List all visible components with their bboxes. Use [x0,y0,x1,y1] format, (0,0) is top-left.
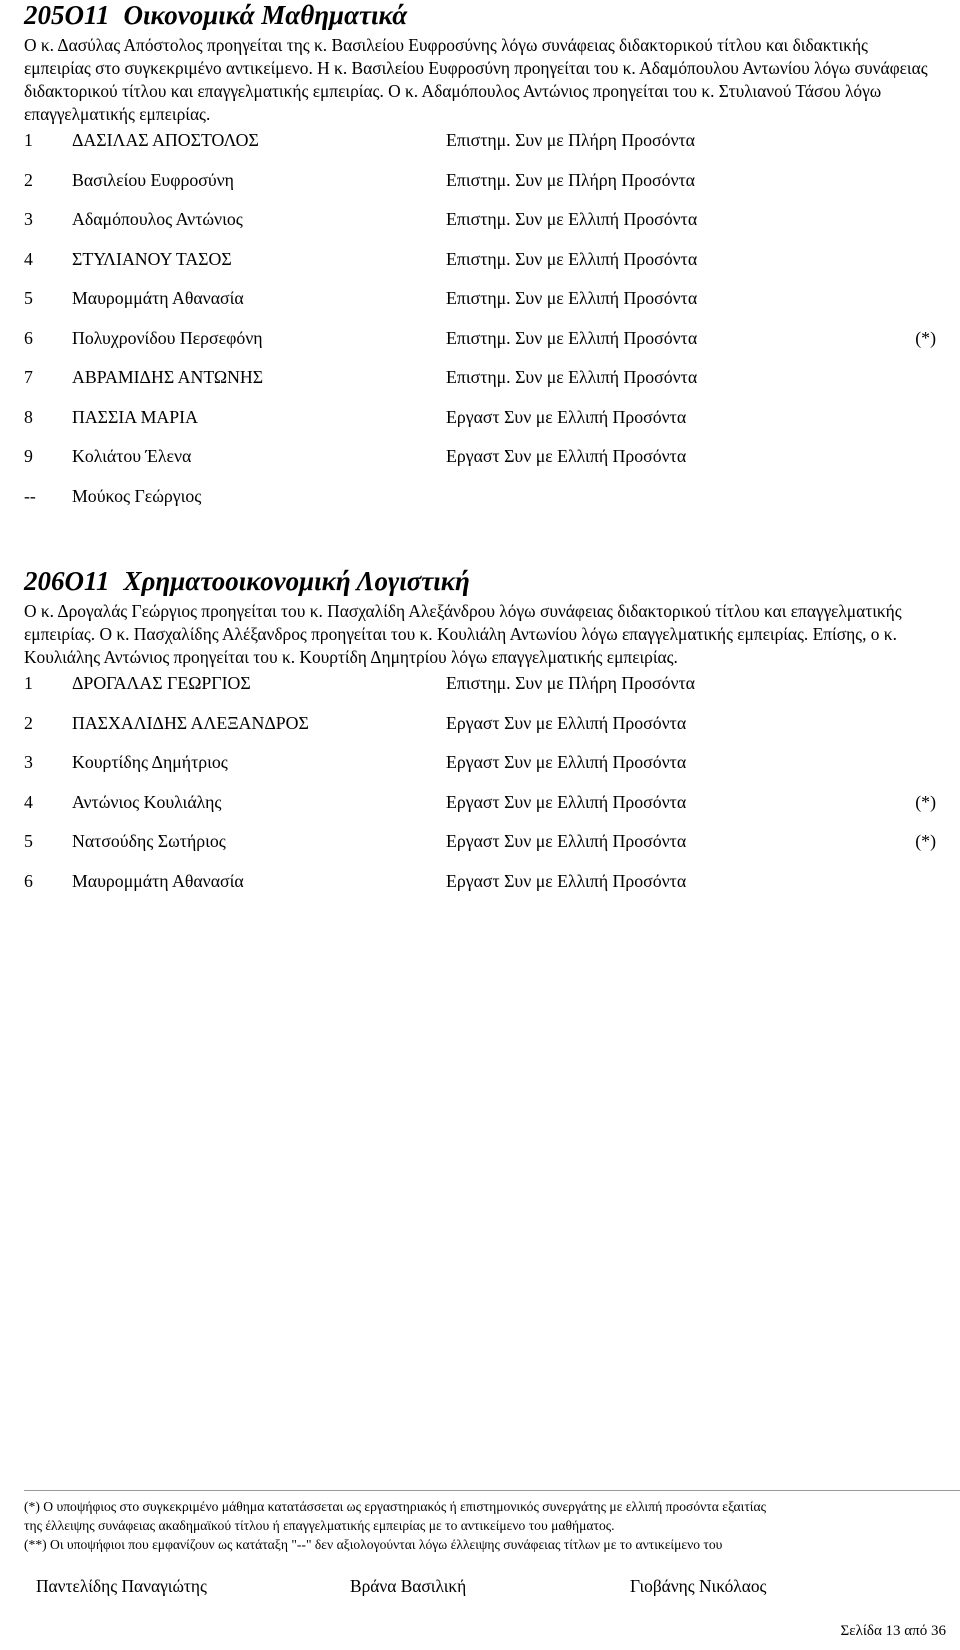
candidate-name: Νατσούδης Σωτήριος [72,831,226,851]
rank: 3 [24,752,33,772]
candidate-name: ΠΑΣΧΑΛΙΔΗΣ ΑΛΕΞΑΝΔΡΟΣ [72,712,309,733]
footnote-line: της έλλειψης συνάφειας ακαδημαϊκού τίτλου ή επαγγελματικής εμπειρίας με το αντικείμενο του μαθήματος. [24,1518,615,1533]
category: Εργαστ Συν με Ελλιπή Προσόντα [446,831,687,851]
course-section-205 [24,0,936,523]
page-number: Σελίδα 13 από 36 [840,1623,946,1639]
ranking-table [24,128,936,523]
category: Επιστημ. Συν με Πλήρη Προσόντα [446,673,695,693]
rank: 3 [24,209,33,229]
candidate-name: Βασιλείου Ευφροσύνη [72,169,234,190]
rank: 1 [24,130,33,150]
course-code: 206Ο11 [24,566,110,596]
signatory-name: Γιοβάνης Νικόλαος [630,1576,767,1596]
rank: 2 [24,169,33,190]
table-row [24,750,936,790]
category: Επιστημ. Συν με Πλήρη Προσόντα [446,169,695,190]
signatory-name: Βράνα Βασιλική [350,1576,467,1596]
table-row [24,711,936,751]
table-row [24,286,936,326]
category: Εργαστ Συν με Ελλιπή Προσόντα [446,752,687,772]
candidate-name: Μαυρομμάτη Αθανασία [72,288,244,308]
candidate-name: ΑΒΡΑΜΙΔΗΣ ΑΝΤΩΝΗΣ [72,367,264,387]
rank: 6 [24,327,33,348]
category: Επιστημ. Συν με Ελλιπή Προσόντα [446,248,698,269]
table-row [24,829,936,869]
candidate-name: Αντώνιος Κουλιάλης [72,791,222,812]
category: Επιστημ. Συν με Πλήρη Προσόντα [446,130,695,150]
candidate-name: Κουρτίδης Δημήτριος [72,752,228,772]
table-row [24,207,936,247]
note-mark: (*) [915,791,936,812]
table-row [24,128,936,168]
ranking-table [24,671,936,908]
candidate-name: Μούκος Γεώργιος [72,485,202,506]
rank: 6 [24,870,33,891]
rank: 7 [24,367,33,387]
category: Εργαστ Συν με Ελλιπή Προσόντα [446,712,687,733]
rank: 9 [24,446,33,466]
table-row [24,444,936,484]
table-row [24,484,936,524]
course-name: Οικονομικά Μαθηματικά [123,0,408,30]
rank: 4 [24,791,33,812]
course-name: Χρηματοοικονομική Λογιστική [123,566,470,596]
rank: 4 [24,248,33,269]
category: Επιστημ. Συν με Ελλιπή Προσόντα [446,209,698,229]
candidate-name: ΔΡΟΓΑΛΑΣ ΓΕΩΡΓΙΟΣ [72,673,251,693]
rank: 8 [24,406,33,427]
candidate-name: ΠΑΣΣΙΑ ΜΑΡΙΑ [72,406,198,427]
table-row [24,790,936,830]
category: Εργαστ Συν με Ελλιπή Προσόντα [446,406,687,427]
candidate-name: Πολυχρονίδου Περσεφόνη [72,327,263,348]
course-intro: Ο κ. Δρογαλάς Γεώργιος προηγείται του κ. Πασχαλίδη Αλεξάνδρου λόγω συνάφειας διδακτορικού τίτλου και επαγγελματικής εμπειρίας. Ο κ. Πασχαλίδης Αλέξανδρος προηγείται του κ. Κουλιάλη Αντωνίου λόγω επαγγελματικής εμπειρίας. Επίσης, ο κ. Κουλιάλης Αντώνιος προηγείται του κ. Κουρτίδη Δημητρίου λόγω επαγγελματικής εμπειρίας. [24,601,902,667]
course-title [24,0,936,30]
course-title [24,566,936,596]
table-row [24,671,936,711]
candidate-name: Μαυρομμάτη Αθανασία [72,870,244,891]
rank: 1 [24,673,33,693]
note-mark: (*) [915,831,936,851]
category: Επιστημ. Συν με Ελλιπή Προσόντα [446,367,698,387]
signatory-name: Παντελίδης Παναγιώτης [36,1576,207,1596]
category: Επιστημ. Συν με Ελλιπή Προσόντα [446,327,698,348]
table-row [24,365,936,405]
candidate-name: Κολιάτου Έλενα [72,446,192,466]
rank: 2 [24,712,33,733]
table-row [24,247,936,287]
category: Εργαστ Συν με Ελλιπή Προσόντα [446,870,687,891]
rank: -- [24,485,36,506]
category: Εργαστ Συν με Ελλιπή Προσόντα [446,446,687,466]
table-row [24,326,936,366]
footnotes [24,1490,960,1554]
category: Εργαστ Συν με Ελλιπή Προσόντα [446,791,687,812]
course-intro: Ο κ. Δασύλας Απόστολος προηγείται της κ. Βασιλείου Ευφροσύνης λόγω συνάφειας διδακτορικού τίτλου και διδακτικής εμπειρίας στο συγκεκριμένο αντικείμενο. Η κ. Βασιλείου Ευφροσύνη προηγείται του κ. Αδαμόπουλου Αντωνίου λόγω συνάφειας διδακτορικού τίτλου και επαγγελματικής εμπειρίας. Ο κ. Αδαμόπουλος Αντώνιος προηγείται του κ. Στυλιανού Τάσου λόγω επαγγελματικής εμπειρίας. [24,35,928,124]
table-row [24,405,936,445]
footnote-line: (*) Ο υποψήφιος στο συγκεκριμένο μάθημα κατατάσσεται ως εργαστηριακός ή επιστημονικός συνεργάτης με ελλιπή προσόντα εξαιτίας [24,1499,766,1514]
rank: 5 [24,288,33,308]
rank: 5 [24,831,33,851]
table-row [24,168,936,208]
candidate-name: ΔΑΣΙΛΑΣ ΑΠΟΣΤΟΛΟΣ [72,130,259,150]
candidate-name: ΣΤΥΛΙΑΝΟΥ ΤΑΣΟΣ [72,248,232,269]
signatures [0,1576,960,1600]
footnote-line: (**) Οι υποψήφιοι που εμφανίζουν ως κατάταξη "--" δεν αξιολογούνται λόγω έλλειψης συνάφειας τίτλων με το αντικείμενο του [24,1537,723,1552]
note-mark: (*) [915,327,936,348]
category: Επιστημ. Συν με Ελλιπή Προσόντα [446,288,698,308]
candidate-name: Αδαμόπουλος Αντώνιος [72,209,243,229]
course-section-206 [24,566,936,908]
table-row [24,869,936,909]
course-code: 205Ο11 [24,0,110,30]
